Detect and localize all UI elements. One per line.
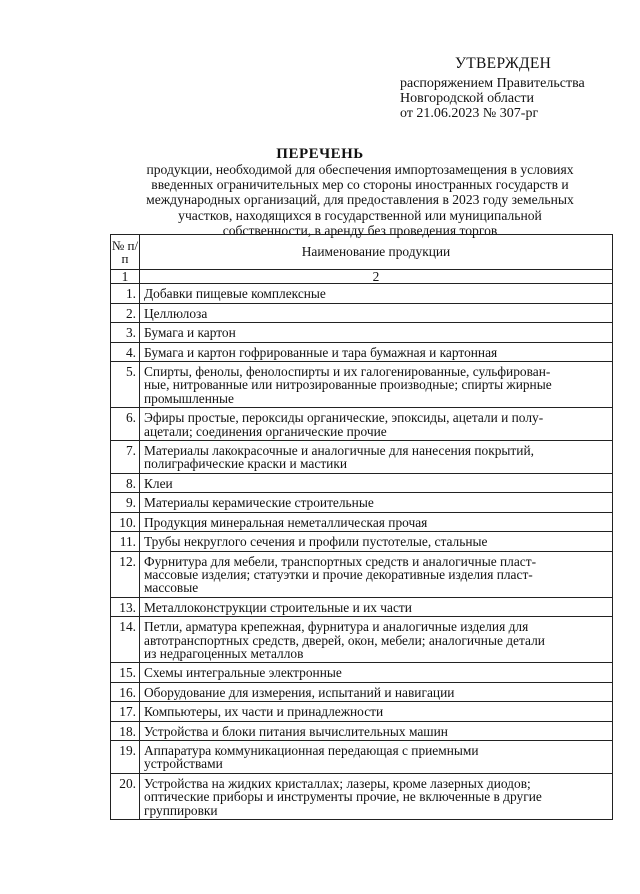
- row-product-name: [140, 551, 613, 597]
- row-number: 12.: [111, 551, 140, 597]
- table-row: [111, 441, 613, 474]
- row-number: 10.: [111, 512, 140, 531]
- description-line: участков, находящихся в государственной или муниципальной: [178, 207, 542, 223]
- product-name-line: группировки: [144, 802, 218, 818]
- products-table: [110, 234, 613, 820]
- table-row: [111, 663, 613, 682]
- table-row: [111, 702, 613, 721]
- row-number: 11.: [111, 532, 140, 551]
- row-product-name: [140, 702, 613, 721]
- column-number: 1: [111, 270, 140, 284]
- description-line: продукции, необходимой для обеспечения импортозамещения в условиях: [146, 162, 574, 177]
- product-name-line: Металлоконструкции строительные и их части: [144, 599, 412, 615]
- column-number-row: [111, 270, 613, 284]
- product-name-line: Добавки пищевые комплексные: [144, 286, 326, 302]
- approval-line: Новгородской области: [400, 91, 534, 106]
- table-row: [111, 721, 613, 740]
- row-product-name: [140, 721, 613, 740]
- approval-line: распоряжением Правительства: [400, 76, 585, 91]
- document-description: [110, 162, 610, 238]
- row-number: 6.: [111, 408, 140, 441]
- table-header-row: [111, 235, 613, 270]
- row-number: 13.: [111, 597, 140, 616]
- table-row: [111, 597, 613, 616]
- row-product-name: [140, 512, 613, 531]
- row-number: 4.: [111, 342, 140, 361]
- column-number: 2: [140, 270, 613, 284]
- product-name-line: Устройства и блоки питания вычислительных машин: [144, 723, 448, 739]
- table-row: [111, 773, 613, 819]
- row-product-name: [140, 323, 613, 342]
- row-product-name: [140, 473, 613, 492]
- row-number: 5.: [111, 362, 140, 408]
- row-product-name: [140, 740, 613, 773]
- table-row: [111, 532, 613, 551]
- product-name-line: полиграфические краски и мастики: [144, 456, 348, 472]
- row-product-name: [140, 303, 613, 322]
- product-name-line: ные, нитрованные или нитрозированные производные; спирты жирные: [144, 377, 552, 393]
- row-product-name: [140, 597, 613, 616]
- row-number: 2.: [111, 303, 140, 322]
- table-row: [111, 342, 613, 361]
- table-row: [111, 551, 613, 597]
- product-name-line: Материалы лакокрасочные и аналогичные для нанесения покрытий,: [144, 443, 534, 459]
- product-name-line: Фурнитура для мебели, транспортных средств и аналогичные пласт-: [144, 553, 537, 569]
- row-product-name: [140, 284, 613, 303]
- product-name-line: автотранспортных средств, дверей, окон, мебели; аналогичные детали: [144, 632, 545, 648]
- product-name-line: Материалы керамические строительные: [144, 495, 374, 511]
- row-number: 1.: [111, 284, 140, 303]
- product-name-line: Бумага и картон: [144, 325, 236, 341]
- row-number: 9.: [111, 493, 140, 512]
- product-name-line: Компьютеры, их части и принадлежности: [144, 704, 384, 720]
- product-name-line: массовые изделия; статуэтки и прочие декоративные изделия пласт-: [144, 566, 533, 582]
- row-number: 14.: [111, 617, 140, 663]
- table-row: [111, 408, 613, 441]
- product-name-line: Клеи: [144, 475, 173, 491]
- product-name-line: массовые: [144, 580, 199, 596]
- product-name-line: Продукция минеральная неметаллическая прочая: [144, 514, 428, 530]
- description-line: международных организаций, для предоставления в 2023 году земельных: [146, 192, 574, 208]
- row-product-name: [140, 773, 613, 819]
- table-row: [111, 323, 613, 342]
- table-row: [111, 617, 613, 663]
- product-name-line: Устройства на жидких кристаллах; лазеры, кроме лазерных диодов;: [144, 775, 531, 791]
- approval-line: от 21.06.2023 № 307-рг: [400, 106, 539, 121]
- approval-title: УТВЕРЖДЕН: [455, 55, 552, 72]
- row-number: 16.: [111, 682, 140, 701]
- row-product-name: [140, 493, 613, 512]
- header-number: № п/п: [111, 235, 140, 270]
- table-row: [111, 303, 613, 322]
- table-row: [111, 362, 613, 408]
- row-product-name: [140, 532, 613, 551]
- product-name-line: промышленные: [144, 390, 234, 406]
- row-number: 19.: [111, 740, 140, 773]
- row-product-name: [140, 682, 613, 701]
- table-row: [111, 740, 613, 773]
- row-product-name: [140, 663, 613, 682]
- product-name-line: из недрагоценных металлов: [144, 645, 304, 661]
- row-product-name: [140, 342, 613, 361]
- table-row: [111, 284, 613, 303]
- row-product-name: [140, 441, 613, 474]
- row-number: 15.: [111, 663, 140, 682]
- product-name-line: Аппаратура коммуникационная передающая с приемными: [144, 742, 479, 758]
- row-number: 3.: [111, 323, 140, 342]
- table-row: [111, 512, 613, 531]
- product-name-line: устройствами: [144, 756, 223, 772]
- product-name-line: Целлюлоза: [144, 305, 208, 321]
- row-number: 20.: [111, 773, 140, 819]
- product-name-line: оптические приборы и инструменты прочие, не включенные в другие: [144, 789, 542, 805]
- row-product-name: [140, 362, 613, 408]
- row-number: 8.: [111, 473, 140, 492]
- row-product-name: [140, 408, 613, 441]
- row-number: 18.: [111, 721, 140, 740]
- table-row: [111, 473, 613, 492]
- product-name-line: Эфиры простые, пероксиды органические, эпоксиды, ацетали и полу-: [144, 410, 544, 426]
- product-name-line: Спирты, фенолы, фенолоспирты и их галогенированные, сульфирован-: [144, 364, 551, 380]
- product-name-line: Петли, арматура крепежная, фурнитура и аналогичные изделия для: [144, 619, 529, 635]
- product-name-line: Оборудование для измерения, испытаний и навигации: [144, 684, 455, 700]
- table-row: [111, 682, 613, 701]
- row-number: 7.: [111, 441, 140, 474]
- description-line: собственности, в аренду без проведения торгов: [222, 222, 498, 238]
- description-line: введенных ограничительных мер со стороны иностранных государств и: [151, 177, 569, 193]
- document-heading: ПЕРЕЧЕНЬ: [276, 146, 364, 162]
- product-name-line: Трубы некруглого сечения и профили пустотелые, стальные: [144, 534, 488, 550]
- table-row: [111, 493, 613, 512]
- header-name: Наименование продукции: [140, 235, 613, 270]
- row-number: 17.: [111, 702, 140, 721]
- product-name-line: Схемы интегральные электронные: [144, 665, 342, 681]
- product-name-line: Бумага и картон гофрированные и тара бумажная и картонная: [144, 344, 498, 360]
- table-body: [111, 284, 613, 820]
- row-product-name: [140, 617, 613, 663]
- product-name-line: ацетали; соединения органические прочие: [144, 423, 387, 439]
